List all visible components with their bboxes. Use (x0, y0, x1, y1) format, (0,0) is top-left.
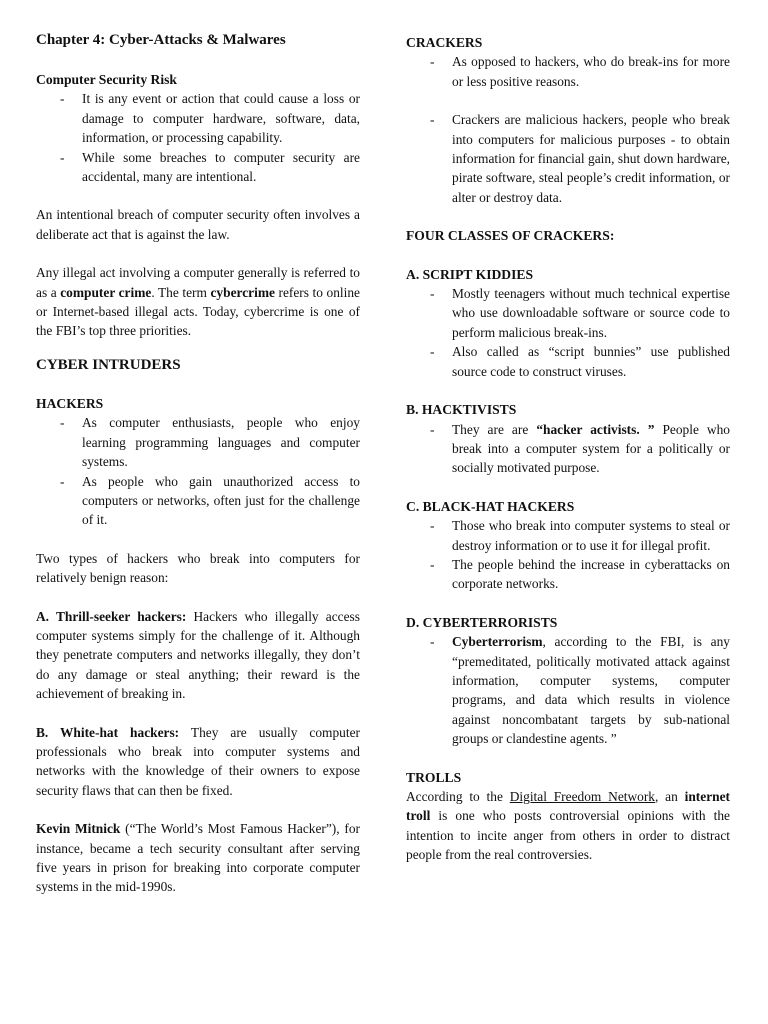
list-item: - Those who break into computer systems to steal or destroy information or to use it for illegal profit. (406, 516, 730, 555)
left-column (36, 30, 360, 897)
kevin-mitnick-name: Kevin Mitnick (36, 821, 121, 837)
black-hat-heading: C. BLACK-HAT HACKERS (406, 498, 575, 514)
list-item: - Crackers are malicious hackers, people who break into computers for malicious purposes - to obtain information for financial gain, shut down hardware, pirate software, steal people’s credit information, or alter or destroy data. (406, 110, 730, 207)
black-hat-list (406, 516, 730, 594)
hacker-activists-term: “hacker activists. ” (536, 421, 655, 437)
list-item: - While some breaches to computer security are accidental, many are intentional. (36, 148, 360, 187)
list-item: - It is any event or action that could cause a loss or damage to computer hardware, software, data, information, or processing capability. (36, 89, 360, 147)
cybercrime-term: cybercrime (210, 284, 275, 300)
computer-crime-paragraph (36, 263, 360, 341)
digital-freedom-network-link[interactable]: Digital Freedom Network (509, 789, 656, 804)
crackers-list-2 (406, 110, 730, 207)
list-item: - The people behind the increase in cyberattacks on corporate networks. (406, 555, 730, 594)
text-run: (“The World’s Most Famous Hacker”), for instance, became a tech security consultant after serving five years in prison for breaking into corporate computer systems in the mid-1990s. (36, 821, 360, 895)
list-item: - Also called as “script bunnies” use published source code to construct viruses. (406, 342, 730, 381)
cyberterrorists-list (406, 632, 730, 748)
list-item: - As opposed to hackers, who do break-ins for more or less positive reasons. (406, 52, 730, 91)
script-kiddies-list (406, 284, 730, 381)
text-run: Any illegal act involving a computer generally is referred to as a (36, 265, 360, 300)
list-item: - Mostly teenagers without much technical expertise who use downloadable software or source code to perform malicious break-ins. (406, 284, 730, 342)
hacktivists-heading: B. HACKTIVISTS (406, 402, 517, 418)
text-run: They are are (452, 421, 537, 437)
kevin-mitnick-paragraph (36, 819, 360, 897)
chapter-title: Chapter 4: Cyber-Attacks & Malwares (36, 32, 286, 48)
trolls-heading: TROLLS (406, 769, 462, 785)
white-hat-paragraph (36, 723, 360, 801)
computer-security-risk-heading: Computer Security Risk (36, 72, 177, 87)
text-run: They are usually computer professionals who break into computer systems and networks with the knowledge of their owners to expose security flaws that can then be fixed. (36, 724, 360, 798)
script-kiddies-heading: A. SCRIPT KIDDIES (406, 266, 534, 282)
crackers-heading: CRACKERS (406, 35, 483, 50)
list-item (406, 632, 730, 748)
text-run: is one who posts controversial opinions with the intention to incite anger from others in order to distract people from the real controversies. (406, 808, 730, 863)
text-run: . The term (151, 284, 211, 300)
cyberterrorism-term: Cyberterrorism (452, 634, 543, 650)
thrill-seeker-paragraph (36, 607, 360, 704)
computer-security-risk-list (36, 89, 360, 186)
trolls-paragraph (406, 787, 730, 865)
right-column (406, 30, 730, 865)
white-hat-label: B. White-hat hackers: (36, 724, 180, 740)
text-run: refers to online or Internet-based illegal acts. Today, cybercrime is one of the FBI’s top three priorities. (36, 284, 360, 339)
text-run: , an (655, 789, 685, 804)
text-run: People who break into a computer system for a politically or socially motivated purpose. (452, 421, 730, 476)
two-types-paragraph: Two types of hackers who break into computers for relatively benign reason: (36, 550, 360, 586)
thrill-seeker-label: A. Thrill-seeker hackers: (36, 608, 187, 624)
hackers-list (36, 413, 360, 529)
cyberterrorists-heading: D. CYBERTERRORISTS (406, 614, 558, 630)
four-classes-heading: FOUR CLASSES OF CRACKERS: (406, 228, 615, 244)
crackers-list (406, 52, 730, 91)
text-run: Hackers who illegally access computer systems simply for the challenge of it. Although they penetrate computers and networks illegally, they don’t do any damage or steal anything; their reward is the achievement of breaking in. (36, 608, 360, 702)
internet-troll-term: internet troll (406, 789, 731, 824)
list-item: - As computer enthusiasts, people who enjoy learning programming languages and computer systems. (36, 413, 360, 471)
list-item: - As people who gain unauthorized access to computers or networks, often just for the challenge of it. (36, 472, 360, 530)
computer-crime-term: computer crime (60, 284, 152, 300)
hacktivists-list (406, 420, 730, 478)
hackers-heading: HACKERS (36, 395, 104, 411)
list-item (406, 420, 730, 478)
text-run: According to the (406, 789, 510, 804)
intentional-breach-paragraph: An intentional breach of computer security often involves a deliberate act that is against the law. (36, 207, 360, 242)
cyber-intruders-heading: CYBER INTRUDERS (36, 356, 181, 373)
text-run: , according to the FBI, is any “premeditated, politically motivated attack against information, computer systems, computer programs, and data which results in violence against noncombatant targets by sub-national groups or clandestine agents. ” (452, 634, 730, 747)
